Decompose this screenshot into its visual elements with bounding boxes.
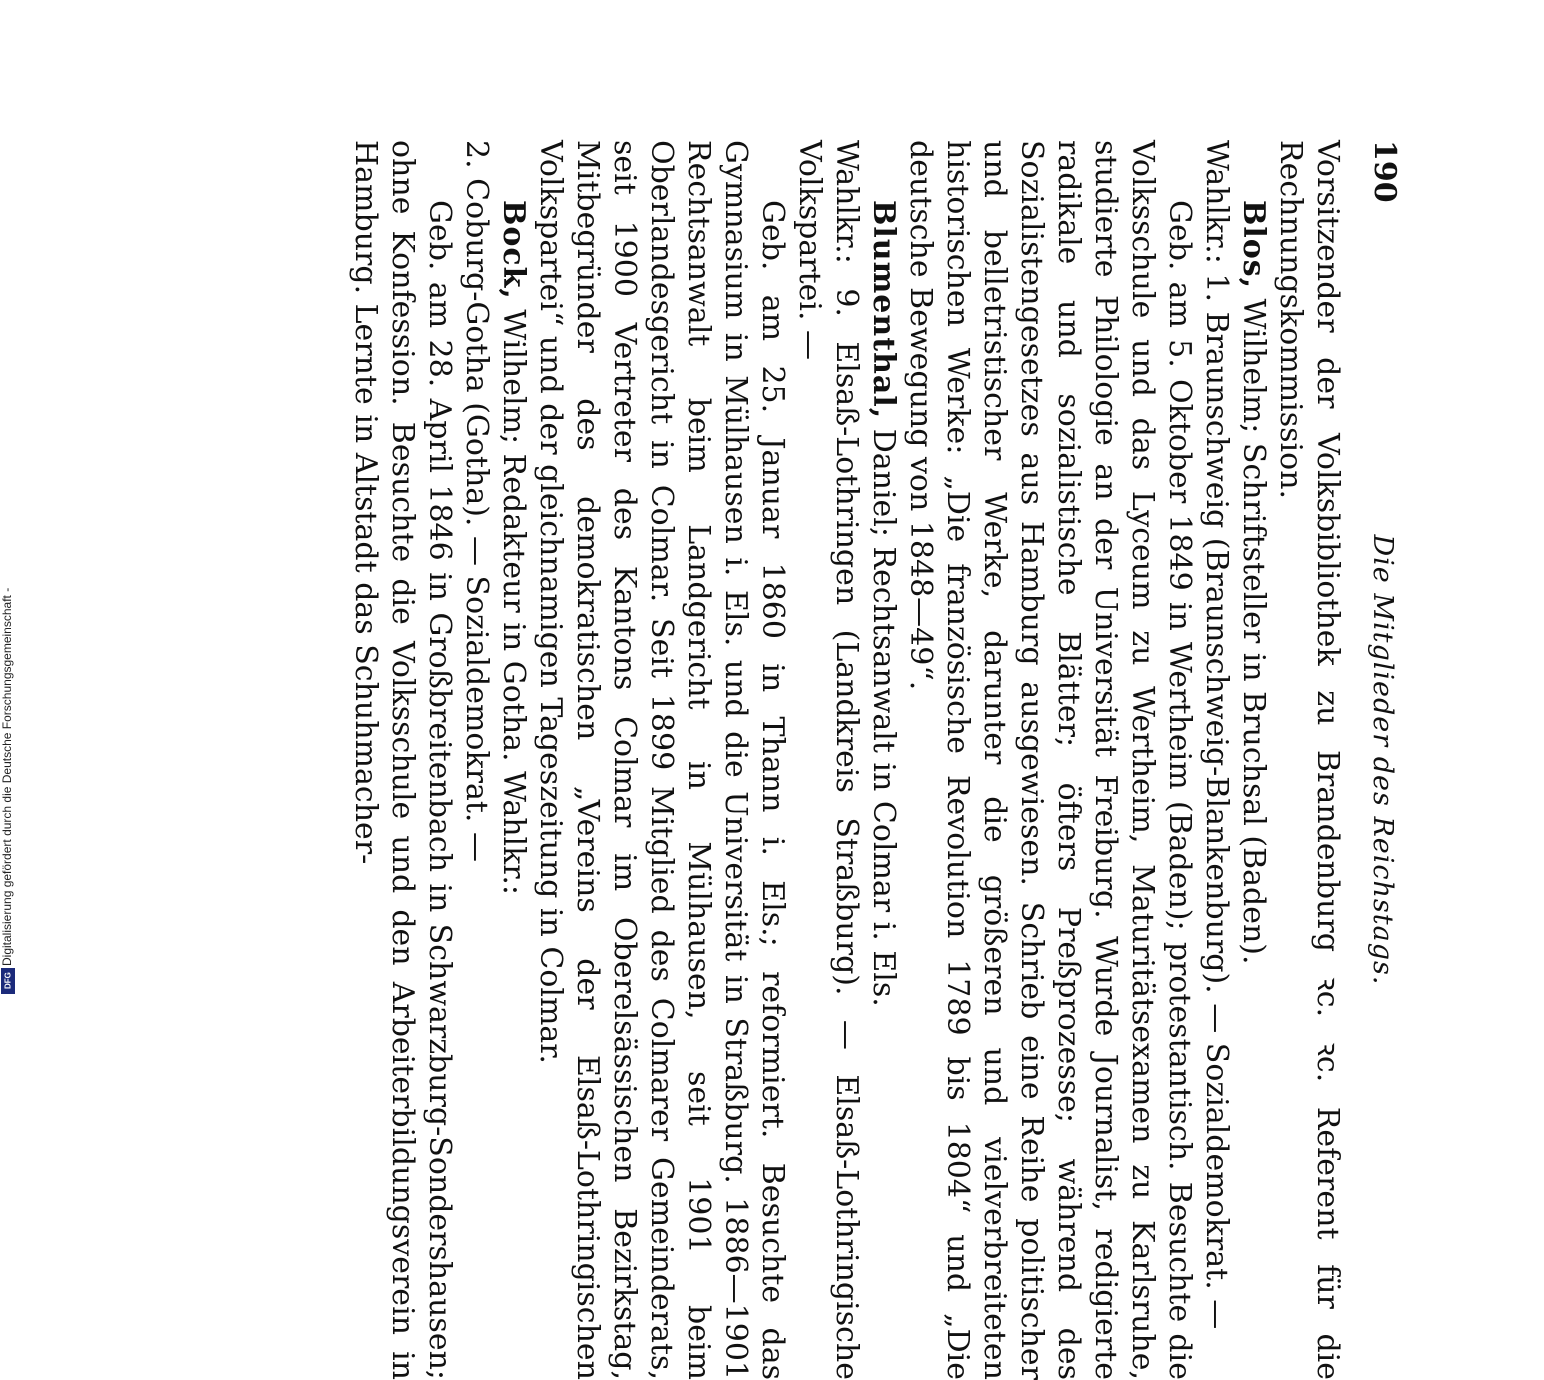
paragraph: Wahlkr.: 1. Braunschweig (Braunschweig-Blankenburg). — Sozialdemokrat. —: [1199, 140, 1234, 1330]
sponsor-text: Digitalisierung gefördert durch die Deutsche Forschungsgemeinschaft -: [0, 587, 14, 966]
body-text: [347, 140, 1346, 1380]
page-header: [1348, 140, 1408, 1380]
member-details: Wilhelm; Redakteur in Gotha. Wahlkr.:: [496, 299, 531, 895]
member-name: Blos,: [1236, 200, 1271, 290]
running-title: Die Mitglieder des Reichstags.: [1367, 534, 1398, 986]
paragraph: Wahlkr.: 9. Elsaß-Lothringen (Landkreis Straßburg). — Elsaß-Lothringische Volkspartei. —: [792, 140, 864, 1380]
dfg-logo: DFG: [1, 968, 15, 994]
member-name: Blumenthal,: [866, 200, 901, 420]
paragraph: Geb. am 5. Oktober 1849 in Wertheim (Baden); protestantisch. Besuchte die Volksschule und das Lyceum zu Wertheim, Maturitätsexamen zu Karlsruhe, studierte Philologie an der Universität Freiburg. Wurde Journalist, redigierte radikale und sozialistische Blätter; öfters Preßprozesse; während des Sozialistengesetzes aus Hamburg ausgewiesen. Schrieb eine Reihe politischer und belletristischer Werke, darunter die größeren und vielverbreiteten historischen Werke: „Die französische Revolution 1789 bis 1804“ und „Die deutsche Bewegung von 1848—49“.: [903, 140, 1197, 1380]
member-details: Daniel; Rechtsanwalt in Colmar i. Els.: [866, 419, 901, 1007]
member-name: Bock,: [496, 200, 531, 300]
page-number: 190: [1367, 140, 1402, 203]
paragraph: Vorsitzender der Volksbibliothek zu Brandenburg ꝛc. ꝛc. Referent für die Rechnungskommission.: [1273, 140, 1345, 1380]
paragraph: Geb. am 28. April 1846 in Großbreitenbach in Schwarzburg-Sondershausen; ohne Konfession. Besuchte die Volksschule und den Arbeiterbildungsverein in Hamburg. Lernte in Altstadt das Schuhmacher-: [348, 140, 457, 1380]
entry-heading: [865, 140, 902, 1380]
paragraph: 2. Coburg-Gotha (Gotha). — Sozialdemokrat. —: [459, 140, 494, 863]
paragraph: Geb. am 25. Januar 1860 in Thann i. Els.; reformiert. Besuchte das Gymnasium in Mülhausen i. Els. und die Universität in Straßburg. 1886—1901 Rechtsanwalt beim Landgericht in Mülhausen, seit 1901 beim Oberlandesgericht in Colmar. Seit 1899 Mitglied des Colmarer Gemeinderats, seit 1900 Vertreter des Kantons Colmar im Oberelsässischen Bezirkstag, Mitbegründer des demokratischen „Vereins der Elsaß-Lothringischen Volkspartei“ und der gleichnamigen Tageszeitung in Colmar.: [533, 140, 790, 1380]
entry-heading: [495, 140, 532, 1380]
document-page: [208, 140, 1408, 1380]
sponsor-strip: [0, 0, 20, 1000]
entry-heading: [1235, 140, 1272, 1380]
member-details: Wilhelm; Schriftsteller in Bruchsal (Baden).: [1236, 289, 1271, 965]
